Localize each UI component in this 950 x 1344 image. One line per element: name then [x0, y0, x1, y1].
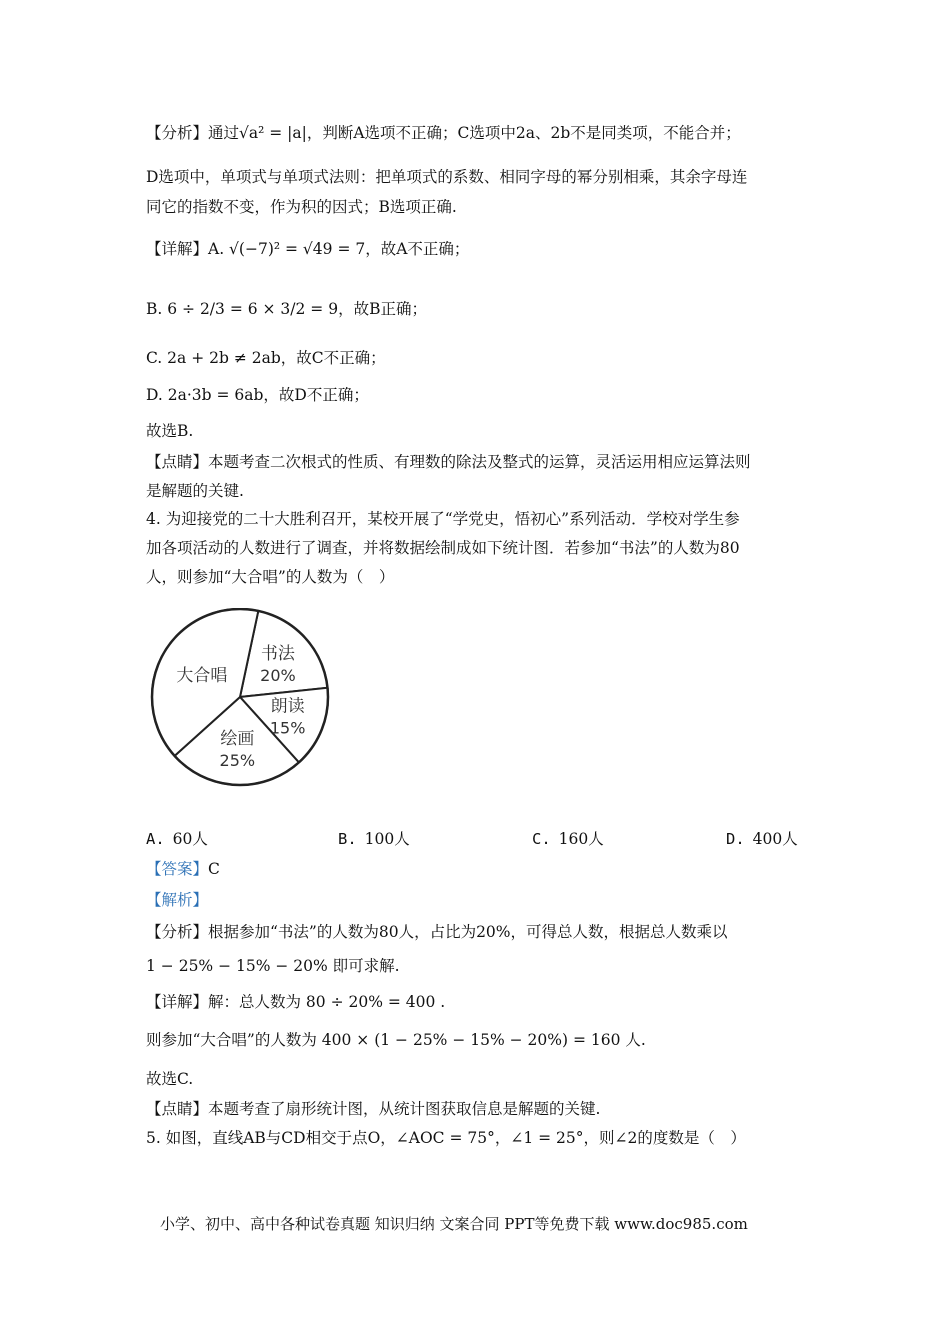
option-c-letter: C.	[532, 830, 551, 848]
option-a-text: 60人	[172, 830, 208, 848]
question4-line-2: 加各项活动的人数进行了调查，并将数据绘制成如下统计图．若参加“书法”的人数为80	[146, 539, 740, 557]
footer: 小学、初中、高中各种试卷真题 知识归纳 文案合同 PPT等免费下载 www.doc985.com	[160, 1215, 748, 1233]
question5-line: 5. 如图，直线AB与CD相交于点O，∠AOC = 75°，∠1 = 25°，则∠2的度数是（ ）	[146, 1129, 746, 1147]
option-d-letter: D.	[726, 830, 745, 848]
analysis2-line-2: 1 − 25% − 15% − 20% 即可求解.	[146, 957, 400, 975]
pie-value-0: 20%	[260, 665, 296, 685]
pie-chart	[148, 608, 338, 793]
option-d-text: 400人	[752, 830, 798, 848]
detail-line-c: C. 2a + 2b ≠ 2ab，故C不正确；	[146, 349, 386, 367]
analysis-line-1: 【分析】通过√a² = |a|，判断A选项不正确；C选项中2a、2b不是同类项，不能合并；	[146, 124, 741, 142]
analysis-line-2: D选项中，单项式与单项式法则：把单项式的系数、相同字母的幂分别相乘，其余字母连	[146, 168, 748, 186]
analysis-line-3: 同它的指数不变，作为积的因式；B选项正确.	[146, 198, 457, 216]
detail2-line-1: 【详解】解：总人数为 80 ÷ 20% = 400 .	[146, 993, 446, 1011]
option-c-text: 160人	[558, 830, 604, 848]
option-a[interactable]	[146, 828, 208, 850]
answer-value: C	[208, 860, 220, 878]
question4-line-1: 4. 为迎接党的二十大胜利召开，某校开展了“学党史，悟初心”系列活动．学校对学生参	[146, 510, 740, 528]
detail-line-b: B. 6 ÷ 2/3 = 6 × 3/2 = 9，故B正确；	[146, 300, 427, 318]
answer-line	[146, 858, 810, 880]
option-b-letter: B.	[338, 830, 357, 848]
pie-label-3: 大合唱	[176, 666, 228, 686]
question4-line-3: 人，则参加“大合唱”的人数为（ ）	[146, 568, 395, 586]
pie-label-2: 绘画	[220, 728, 255, 749]
analysis-tag: 【解析】	[146, 891, 209, 909]
comment-line-1: 【点睛】本题考查二次根式的性质、有理数的除法及整式的运算，灵活运用相应运算法则	[146, 453, 751, 471]
option-b-text: 100人	[364, 830, 410, 848]
detail-line-a: 【详解】A. √(−7)² = √49 = 7，故A不正确；	[146, 240, 470, 258]
comment2-line: 【点睛】本题考查了扇形统计图，从统计图获取信息是解题的关键.	[146, 1100, 601, 1118]
option-b[interactable]	[338, 828, 410, 850]
choose-c: 故选C.	[146, 1070, 194, 1088]
analysis2-line-1: 【分析】根据参加“书法”的人数为80人，占比为20%，可得总人数，根据总人数乘以	[146, 923, 728, 941]
pie-value-1: 15%	[269, 718, 306, 738]
pie-value-2: 25%	[219, 750, 256, 770]
choose-b: 故选B.	[146, 422, 194, 440]
comment-line-2: 是解题的关键.	[146, 482, 244, 500]
detail-line-d: D. 2a·3b = 6ab，故D不正确；	[146, 386, 369, 404]
option-d[interactable]	[726, 828, 798, 850]
option-c[interactable]	[532, 828, 604, 850]
pie-label-1: 朗读	[270, 696, 305, 717]
pie-label-0: 书法	[260, 643, 295, 664]
detail2-line-2: 则参加“大合唱”的人数为 400 × (1 − 25% − 15% − 20%) = 160 人.	[146, 1031, 646, 1049]
answer-tag: 【答案】	[146, 860, 209, 878]
option-a-letter: A.	[146, 830, 165, 848]
